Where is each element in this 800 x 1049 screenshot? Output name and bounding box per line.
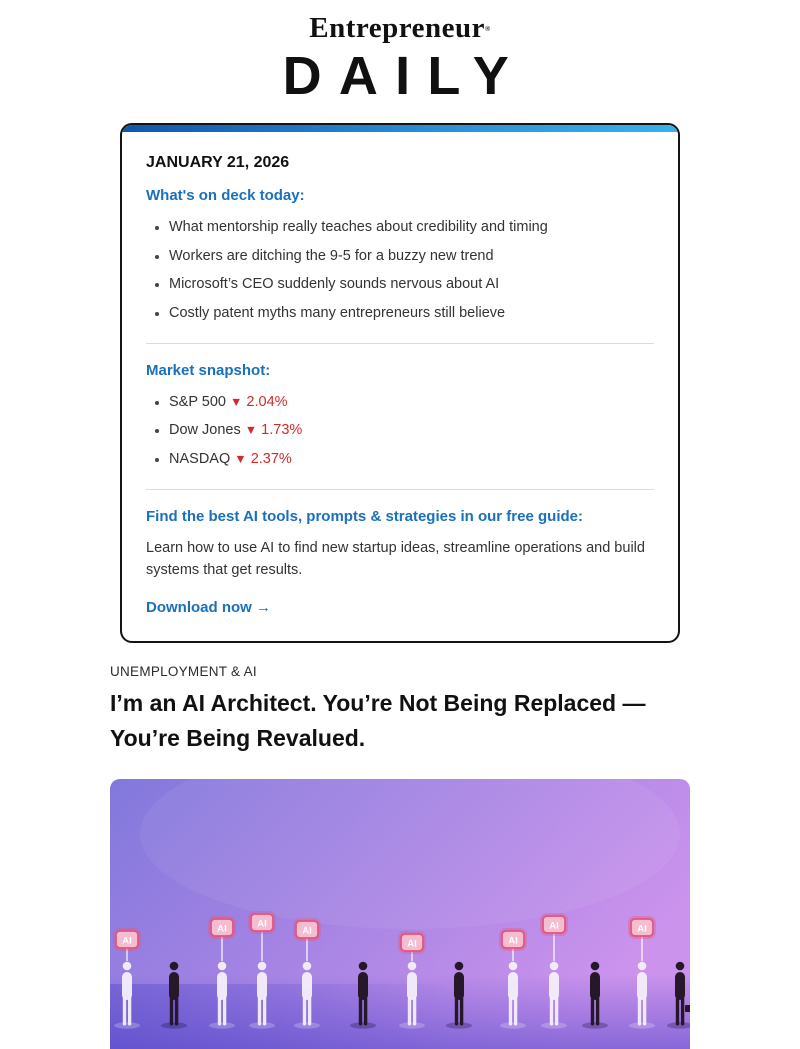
ai-sign-label: AI [407,938,417,950]
masthead [0,0,800,107]
market-item [169,419,654,441]
deck-item: • Costly patent myths many entrepreneurs still believe [169,302,654,324]
ai-sign-label: AI [122,935,132,947]
market-item [169,448,654,470]
index-change: 2.04% [246,393,288,410]
index-name: NASDAQ [169,450,231,467]
index-name: Dow Jones [169,422,241,439]
card-accent-bar [122,125,678,132]
index-change: 2.37% [250,450,292,467]
down-arrow-icon: ▼ [234,451,247,466]
article-hero-image[interactable] [110,779,690,1049]
index-change: 1.73% [261,422,303,439]
guide-description: Learn how to use AI to find new startup ideas, streamline operations and build systems that get results. [146,539,645,579]
article-preview [110,664,690,1049]
deck-item: • Workers are ditching the 9-5 for a buzzy new trend [169,245,654,267]
ai-sign-label: AI [302,925,312,937]
headline-line: You’re Being Revalued. [110,724,366,751]
guide-heading: Find the best AI tools, prompts & strategies in our free guide: [146,507,583,525]
market-item [169,391,654,413]
article-headline-link[interactable] [110,686,690,756]
deck-item: • What mentorship really teaches about credibility and timing [169,216,654,238]
logo-wordmark: Entrepreneur [309,12,485,44]
deck-list [146,216,654,324]
market-heading: Market snapshot: [146,361,271,379]
download-now-link[interactable]: Download now → [146,598,271,616]
market-list [146,391,654,470]
down-arrow-icon: ▼ [230,394,243,409]
article-kicker: UNEMPLOYMENT & AI [110,663,257,679]
down-arrow-icon: ▼ [244,423,258,438]
divider [146,343,654,344]
index-name: S&P 500 [169,393,226,410]
ai-sign-label: AI [217,923,227,935]
ai-sign-label: AI [508,935,518,947]
deck-item: • Microsoft’s CEO suddenly sounds nervous about AI [169,273,654,295]
card-content [122,132,678,641]
entrepreneur-logo [0,12,800,45]
ai-sign-label: AI [257,918,267,930]
deck-heading: What's on deck today: [146,187,305,204]
headline-line: I’m an AI Architect. You’re Not Being Replaced — [110,689,646,716]
daily-digest-card [120,123,680,643]
issue-date: JANUARY 21, 2026 [146,154,290,171]
ai-sign-label: AI [549,920,559,932]
daily-wordmark: DAILY [282,46,527,106]
registered-mark: ® [484,25,491,33]
briefcase [685,1005,690,1012]
hero-illustration [110,779,690,1049]
hero-floor-shade [110,984,690,1049]
ai-sign-label: AI [637,923,647,935]
divider [146,489,654,490]
